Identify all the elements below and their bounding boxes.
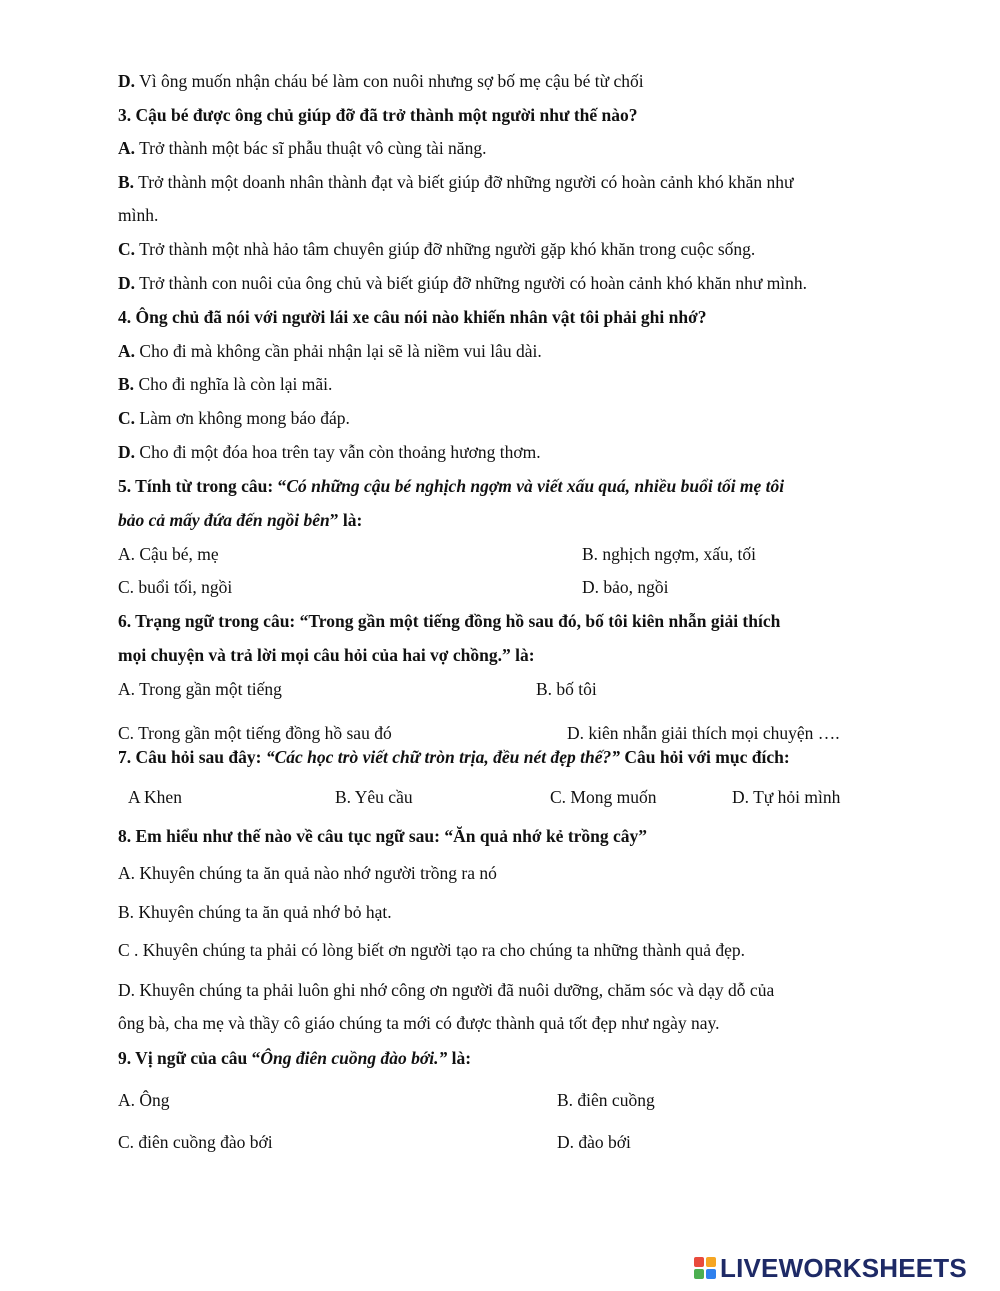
option-letter: D. bbox=[118, 273, 136, 293]
option-letter: A. bbox=[118, 341, 136, 361]
question-text: Câu hỏi với mục đích: bbox=[620, 747, 790, 767]
logo-text: LIVEWORKSHEETS bbox=[720, 1252, 967, 1283]
option-letter: B. bbox=[118, 172, 135, 192]
option-letter: C. bbox=[118, 408, 136, 428]
question-text: 5. Tính từ trong câu: “ bbox=[118, 476, 287, 496]
question-7 bbox=[118, 746, 790, 768]
logo-block bbox=[694, 1257, 704, 1267]
option-letter: D. bbox=[118, 442, 136, 462]
q5-option-c: C. buổi tối, ngồi bbox=[118, 577, 233, 597]
q8-option-c: C . Khuyên chúng ta phải có lòng biết ơn người tạo ra cho chúng ta những thành quả đẹp. bbox=[118, 940, 745, 960]
question-6: 6. Trạng ngữ trong câu: “Trong gần một tiếng đồng hồ sau đó, bố tôi kiên nhẫn giải thích bbox=[118, 611, 781, 631]
option-text: Cho đi mà không cần phải nhận lại sẽ là niềm vui lâu dài. bbox=[135, 341, 542, 361]
option-text: Trở thành một nhà hảo tâm chuyên giúp đỡ những người gặp khó khăn trong cuộc sống. bbox=[135, 239, 756, 259]
q7-option-d: D. Tự hỏi mình bbox=[732, 787, 841, 807]
option-text: Cho đi một đóa hoa trên tay vẫn còn thoảng hương thơm. bbox=[135, 442, 541, 462]
q7-option-c: C. Mong muốn bbox=[550, 787, 657, 807]
logo-blocks-icon bbox=[694, 1257, 716, 1279]
q3-option-a bbox=[118, 137, 486, 159]
option-text: Trở thành một doanh nhân thành đạt và biết giúp đỡ những người có hoàn cảnh khó khăn như bbox=[134, 172, 794, 192]
quoted-sentence: bảo cả mấy đứa đến ngồi bên bbox=[118, 510, 330, 530]
q4-option-c bbox=[118, 407, 350, 429]
q9-option-c: C. điên cuồng đào bới bbox=[118, 1132, 273, 1152]
q4-option-b bbox=[118, 373, 332, 395]
q8-option-d: D. Khuyên chúng ta phải luôn ghi nhớ công ơn người đã nuôi dưỡng, chăm sóc và dạy dỗ của bbox=[118, 980, 775, 1000]
q5-option-a: A. Cậu bé, mẹ bbox=[118, 544, 219, 564]
q4-option-a bbox=[118, 340, 542, 362]
option-text: Trở thành con nuôi của ông chủ và biết giúp đỡ những người có hoàn cảnh khó khăn như mình. bbox=[135, 273, 808, 293]
q5-option-d: D. bảo, ngồi bbox=[582, 577, 669, 597]
q8-option-d-cont: ông bà, cha mẹ và thầy cô giáo chúng ta mới có được thành quả tốt đẹp như ngày nay. bbox=[118, 1013, 720, 1033]
option-letter: A. bbox=[118, 138, 136, 158]
logo-block bbox=[706, 1257, 716, 1267]
q5-option-b: B. nghịch ngợm, xấu, tối bbox=[582, 544, 757, 564]
q9-option-a: A. Ông bbox=[118, 1090, 170, 1110]
question-text: 9. Vị ngữ của câu “ bbox=[118, 1048, 261, 1068]
question-text: ” là: bbox=[329, 510, 363, 530]
question-5-cont bbox=[118, 509, 362, 531]
q6-option-d: D. kiên nhẫn giải thích mọi chuyện …. bbox=[567, 723, 840, 743]
quoted-sentence: Có những cậu bé nghịch ngợm và viết xấu quá, nhiều buổi tối mẹ tôi bbox=[286, 476, 785, 496]
q7-option-a: A Khen bbox=[128, 787, 182, 807]
question-9 bbox=[118, 1047, 471, 1069]
q2-option-d bbox=[118, 70, 644, 92]
q3-option-d bbox=[118, 272, 807, 294]
q8-option-b: B. Khuyên chúng ta ăn quả nhớ bỏ hạt. bbox=[118, 902, 392, 922]
q6-option-c: C. Trong gần một tiếng đồng hồ sau đó bbox=[118, 723, 392, 743]
option-letter: B. bbox=[118, 374, 135, 394]
logo-block bbox=[706, 1269, 716, 1279]
question-text: 7. Câu hỏi sau đây: bbox=[118, 747, 266, 767]
liveworksheets-logo bbox=[694, 1252, 967, 1284]
q8-option-a: A. Khuyên chúng ta ăn quả nào nhớ người trồng ra nó bbox=[118, 863, 497, 883]
question-6-cont: mọi chuyện và trả lời mọi câu hỏi của hai vợ chồng.” là: bbox=[118, 645, 535, 665]
option-letter: D. bbox=[118, 71, 136, 91]
q7-option-b: B. Yêu cầu bbox=[335, 787, 413, 807]
q4-option-d bbox=[118, 441, 541, 463]
option-text: Cho đi nghĩa là còn lại mãi. bbox=[134, 374, 333, 394]
quoted-sentence: Ông điên cuồng đào bới.” bbox=[260, 1048, 448, 1068]
q9-option-b: B. điên cuồng bbox=[557, 1090, 655, 1110]
question-8: 8. Em hiểu như thế nào về câu tục ngữ sau: “Ăn quả nhớ kẻ trồng cây” bbox=[118, 826, 648, 846]
option-text: Làm ơn không mong báo đáp. bbox=[135, 408, 350, 428]
q9-option-d: D. đào bới bbox=[557, 1132, 631, 1152]
q6-option-a: A. Trong gần một tiếng bbox=[118, 679, 282, 699]
option-letter: C. bbox=[118, 239, 136, 259]
option-text: Vì ông muốn nhận cháu bé làm con nuôi nhưng sợ bố mẹ cậu bé từ chối bbox=[135, 71, 644, 91]
q6-option-b: B. bố tôi bbox=[536, 679, 597, 699]
logo-block bbox=[694, 1269, 704, 1279]
option-text: Trở thành một bác sĩ phẫu thuật vô cùng tài năng. bbox=[135, 138, 487, 158]
q3-option-c bbox=[118, 238, 755, 260]
question-4: 4. Ông chủ đã nói với người lái xe câu nói nào khiến nhân vật tôi phải ghi nhớ? bbox=[118, 307, 707, 327]
question-5 bbox=[118, 475, 784, 497]
q3-option-b bbox=[118, 171, 793, 193]
question-3: 3. Cậu bé được ông chủ giúp đỡ đã trở thành một người như thế nào? bbox=[118, 105, 638, 125]
quoted-sentence: “Các học trò viết chữ tròn trịa, đều nét đẹp thế?” bbox=[265, 747, 620, 767]
q3-option-b-cont: mình. bbox=[118, 205, 159, 225]
question-text: là: bbox=[447, 1048, 472, 1068]
